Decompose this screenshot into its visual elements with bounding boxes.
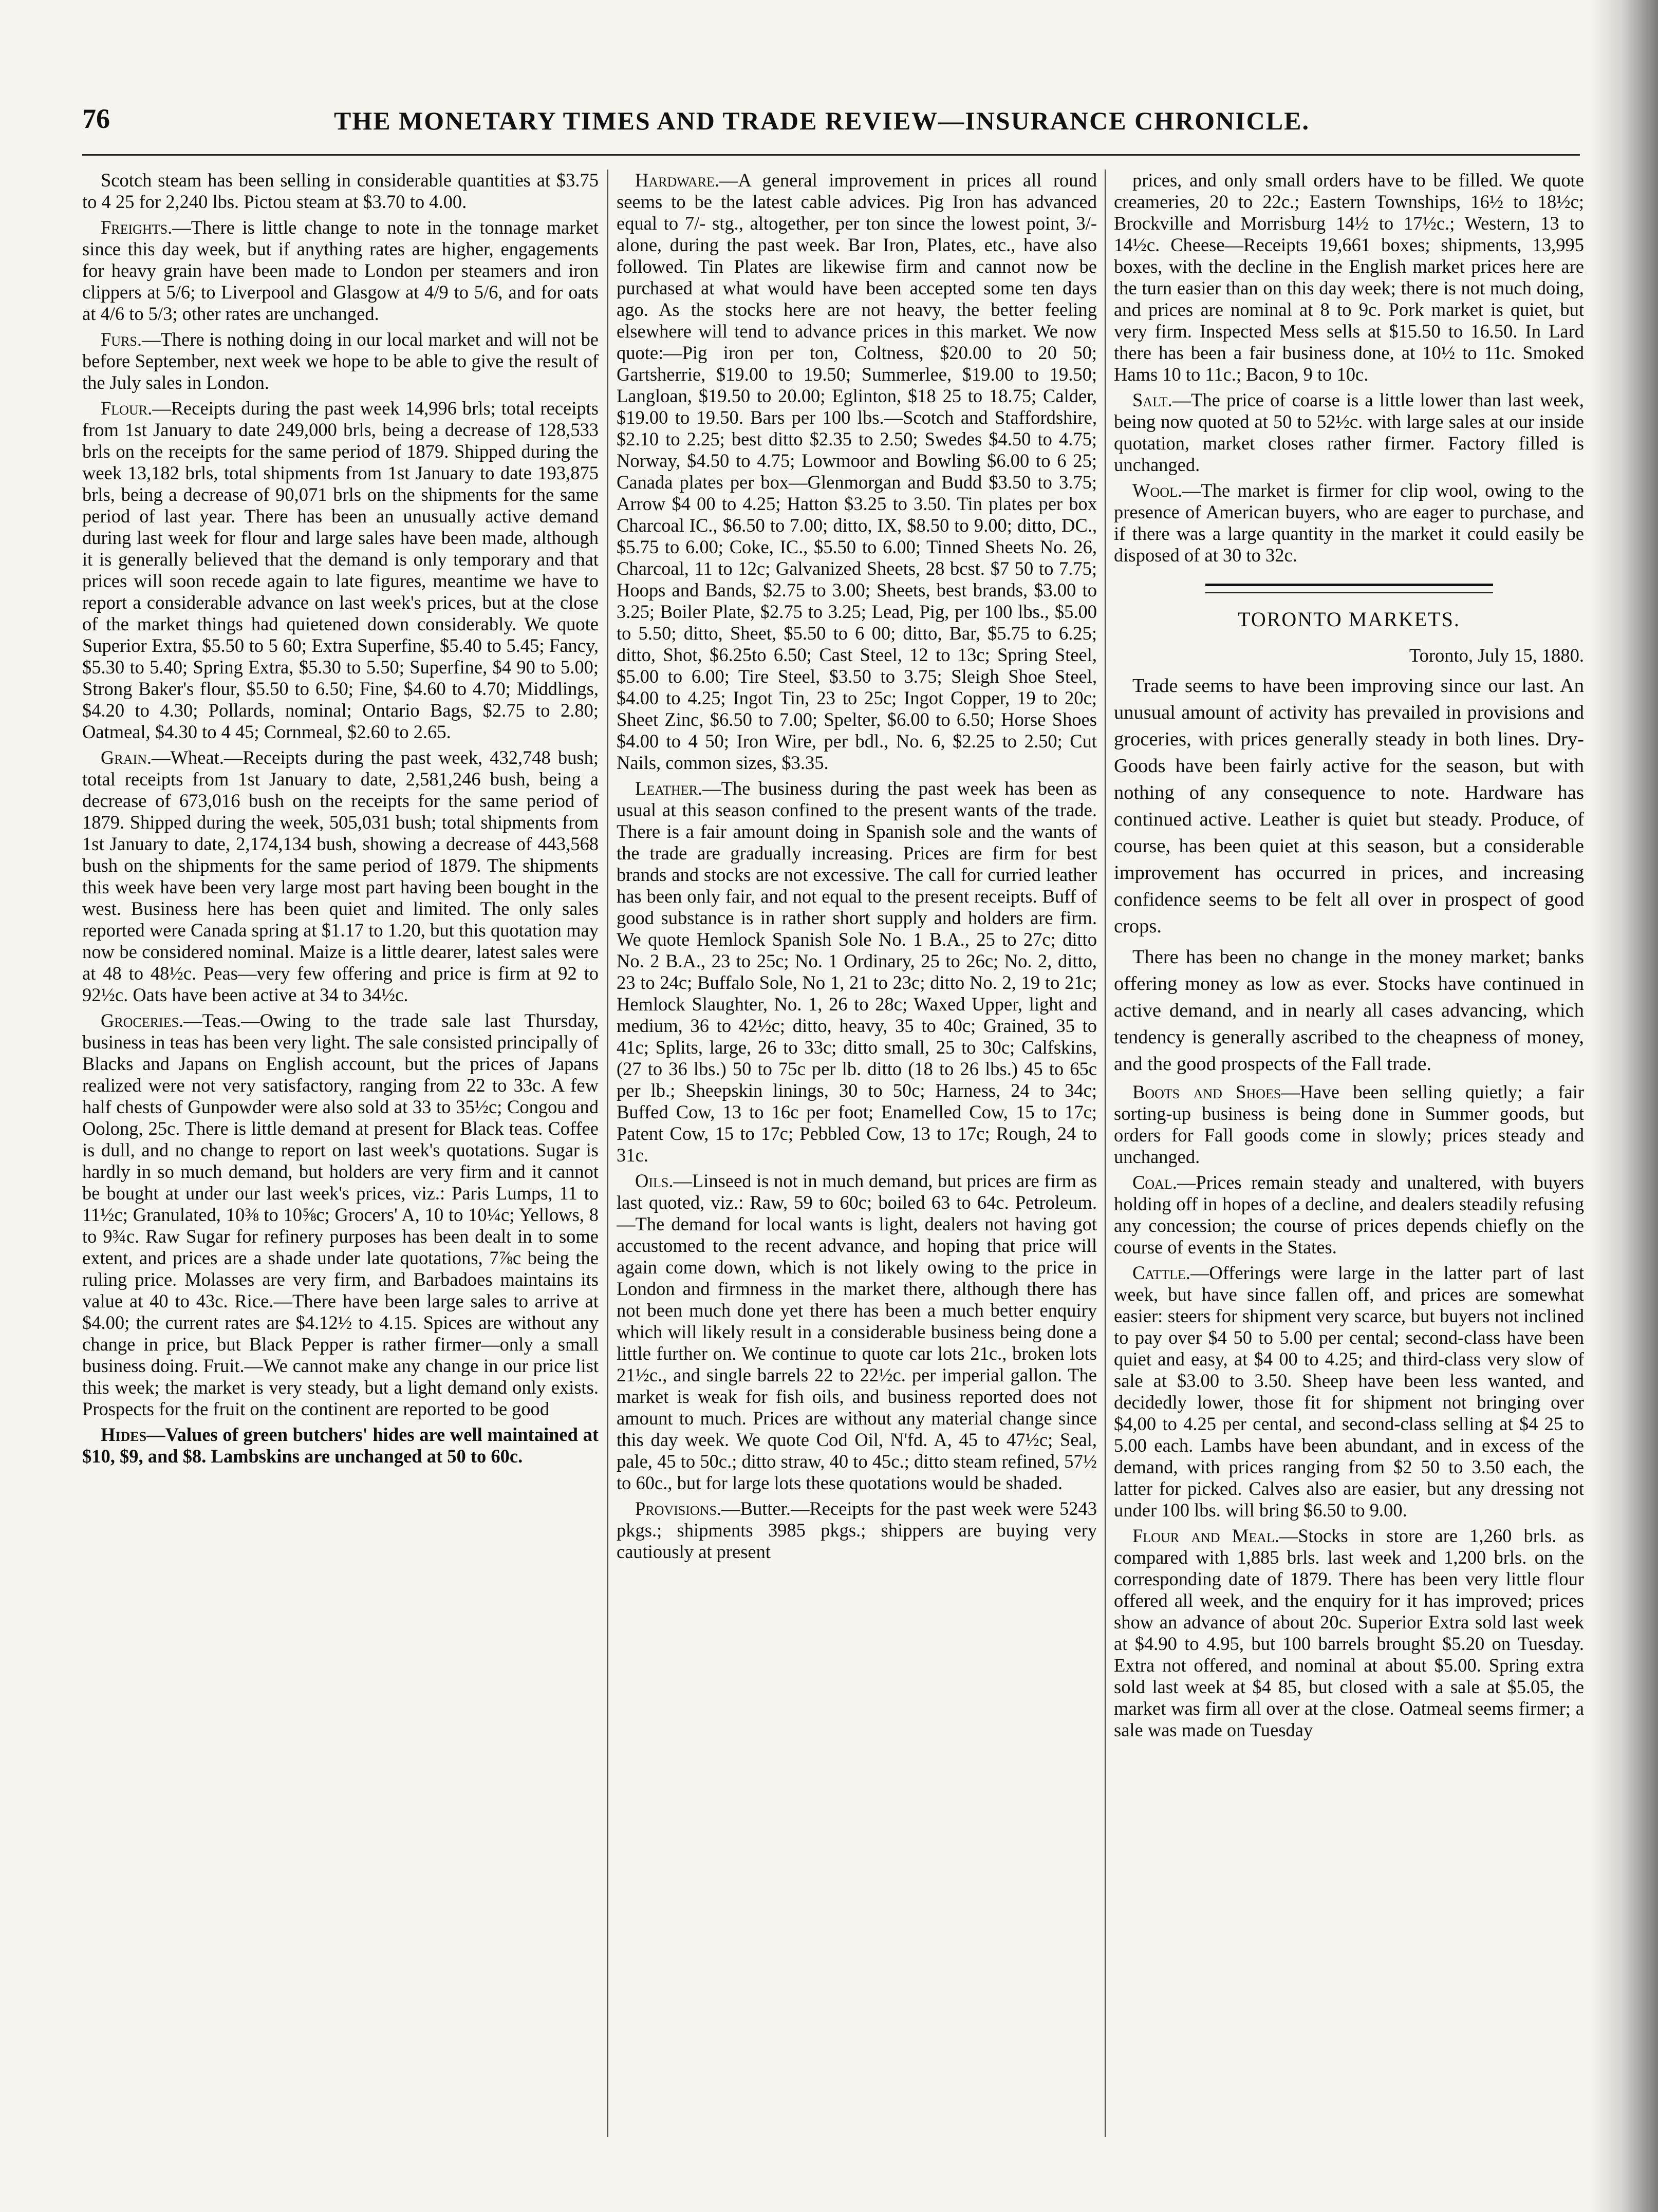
paragraph-text: —Prices remain steady and unaltered, with buyers holding off in hopes of a decline, and dealers steadily refusing any concession; the course of prices depends chiefly on the course of events in the States. xyxy=(1114,1172,1584,1258)
section-head: Boots and Shoes xyxy=(1132,1081,1281,1102)
paragraph-text: —Stocks in store are 1,260 brls. as compared with 1,885 brls. last week and 1,200 brls. on the corresponding date of 1879. There has been very little flour offered all week, and the enquiry for it has improved; prices show an advance of about 20c. Superior Extra sold last week at $4.90 to 4.95, but 100 barrels brought $5.20 on Tuesday. Extra not offered, and nominal at about $5.00. Spring extra sold last week at $4 85, but closed with a sale at $5.05, the market was firm all over at the close. Oatmeal seems firmer; a sale was made on Tuesday xyxy=(1114,1525,1584,1740)
section-head: Flour. xyxy=(101,398,153,419)
section-head: Leather. xyxy=(635,778,703,799)
column-rule xyxy=(607,170,608,2137)
section-head: Furs. xyxy=(101,329,142,350)
running-title: THE MONETARY TIMES AND TRADE REVIEW—INSURANCE CHRONICLE. xyxy=(334,106,1310,135)
paragraph: There has been no change in the money market; banks offering money as low as ever. Stocks have continued in active demand, and in nearly all cases advancing, which tendency is generally ascribed to the cheapness of money, and the good prospects of the Fall trade. xyxy=(1114,946,1584,1075)
paragraph-text: —Receipts during the past week 14,996 brls; total receipts from 1st January to date 249,000 brls, being a decrease of 128,533 brls on the receipts for the same period of 1879. Shipped during the week 13,182 brls, total shipments from 1st January to date 193,875 brls, being a decrease of 90,071 brls on the shipments for the same period of last year. There has been an unusually active demand during last week for flour and large sales have been made, although it is generally believed that the demand is only temporary and that prices will soon recede again to late figures, meantime we have to report a considerable advance on last week's prices, but at the close of the market things had quietened down considerably. We quote Superior Extra, $5.50 to 5 60; Extra Superfine, $5.40 to 5.45; Fancy, $5.30 to 5.40; Spring Extra, $5.30 to 5.50; Superfine, $4 90 to 5.00; Strong Baker's flour, $5.50 to 6.50; Fine, $4.60 to 4.70; Middlings, $4.20 to 4.30; Pollards, nominal; Ontario Bags, $2.75 to 2.80; Oatmeal, $4.30 to 4 45; Cornmeal, $2.60 to 2.65. xyxy=(82,398,599,742)
paragraph-text: —The business during the past week has been as usual at this season confined to the present wants of the trade. There is a fair amount doing in Spanish sole and the wants of the trade are gradually increasing. Prices are firm for best brands and stocks are not excessive. The call for curried leather has been only fair, and not equal to the present receipts. Buff of good substance is in rather short supply and holders are firm. We quote Hemlock Spanish Sole No. 1 B.A., 25 to 27c; ditto No. 2 B.A., 23 to 25c; No. 1 Ordinary, 25 to 26c; No. 2, ditto, 23 to 24c; Buffalo Sole, No 1, 21 to 23c; ditto No. 2, 19 to 21c; Hemlock Slaughter, No. 1, 26 to 28c; Waxed Upper, light and medium, 36 to 42½c; ditto, heavy, 35 to 40c; Grained, 35 to 41c; Splits, large, 26 to 33c; ditto small, 25 to 30c; Calfskins, (27 to 36 lbs.) 50 to 75c per lb. ditto (18 to 26 lbs.) 45 to 65c per lb.; Sheepskin linings, 30 to 50c; Harness, 24 to 34c; Buffed Cow, 13 to 16c per foot; Enamelled Cow, 15 to 17c; Patent Cow, 15 to 17c; Pebbled Cow, 13 to 17c; Rough, 24 to 31c. xyxy=(617,778,1097,1166)
section-head: Cattle. xyxy=(1132,1262,1190,1283)
paragraph-text: —Offerings were large in the latter part of last week, but have since fallen off, and prices are somewhat easier: steers for shipment very scarce, but buyers not inclined to pay over $4 50 to 5.00 per cental; second-class have been quiet and easy, at $4 00 to 4.25; and third-class very slow of sale at $3.00 to 3.50. Sheep have been less wanted, and decidedly lower, those fit for shipment not bringing over $4,00 to 4.25 per cental, and second-class selling at $4 25 to 5.00 each. Lambs have been abundant, and in excess of the demand, with prices ranging from $2 50 to 3.50 each, the latter for picked. Calves also are easier, but any dressing not under 100 lbs. will bring $6.50 to 9.00. xyxy=(1114,1262,1584,1521)
paragraph-text: —A general improvement in prices all round seems to be the latest cable advices. Pig Iron has advanced equal to 7/- stg., altogether, per ton since the lowest point, 3/- alone, during the past week. Bar Iron, Plates, etc., have also followed. Tin Plates are likewise firm and cannot now be purchased at what would have been accepted some ten days ago. As the stocks here are not heavy, the better feeling elsewhere will tend to advance prices in this market. We now quote:—Pig iron per ton, Coltness, $20.00 to 20 50; Gartsherrie, $19.00 to 19.50; Summerlee, $19.00 to 19.50; Langloan, $19.50 to 20.00; Eglinton, $18 25 to 18.75; Calder, $19.00 to 19.50. Bars per 100 lbs.—Scotch and Staffordshire, $2.10 to 2.25; best ditto $2.35 to 2.50; Swedes $4.50 to 4.75; Norway, $4.50 to 4.75; Lowmoor and Bowling $6.00 to 6 25; Canada plates per box—Glenmorgan and Budd $3.50 to 3.75; Arrow $4 00 to 4.25; Hatton $3.25 to 3.50. Tin plates per box Charcoal IC., $6.50 to 7.00; ditto, IX, $8.50 to 9.00; ditto, DC., $5.75 to 6.00; Coke, IC., $5.50 to 6.00; Tinned Sheets No. 26, Charcoal, 11 to 12c; Galvanized Sheets, 28 bcst. $7 50 to 7.75; Hoops and Bands, $2.75 to 3.00; Sheets, best brands, $3.00 to 3.25; Boiler Plate, $2.75 to 3.25; Lead, Pig, per 100 lbs., $5.00 to 5.50; ditto, Sheet, $5.50 to 6 00; ditto, Bar, $5.75 to 6.25; ditto, Shot, $6.25to 6.50; Cast Steel, 12 to 13c; Spring Steel, $5.00 to 6.00; Tire Steel, $3.50 to 3.75; Sleigh Shoe Steel, $4.00 to 4.25; Ingot Tin, 23 to 25c; Ingot Copper, 19 to 20c; Sheet Zinc, $6.50 to 7.00; Spelter, $6.00 to 6.50; Horse Shoes $4.00 to 4 50; Iron Wire, per bdl., No. 6, $2.25 to 2.50; Cut Nails, common sizes, $3.35. xyxy=(617,170,1097,773)
page-number: 76 xyxy=(82,103,110,134)
paragraph-flour-meal xyxy=(1114,1525,1584,1741)
paragraph-grain xyxy=(82,747,599,1006)
paragraph-text: —The market is firmer for clip wool, owing to the presence of American buyers, who are eager to purchase, and if there was a large quantity in the market it could easily be disposed of at 30 to 32c. xyxy=(1114,480,1584,566)
paragraph-text: —Butter.—Receipts for the past week were 5243 pkgs.; shipments 3985 pkgs.; shippers are buying very cautiously at present xyxy=(617,1498,1097,1562)
paragraph-hides xyxy=(82,1424,599,1467)
paragraph-text: —There is little change to note in the tonnage market since this day week, but if anything rates are higher, engagements for heavy grain have been made to London per steamers and iron clippers at 5/6; to Liverpool and Glasgow at 4/9 to 5/6, and for oats at 4/6 to 5/3; other rates are unchanged. xyxy=(82,217,599,324)
paragraph-leather xyxy=(617,778,1097,1166)
paragraph-freights xyxy=(82,217,599,325)
paragraph-salt xyxy=(1114,389,1584,476)
paragraph-text: —Linseed is not in much demand, but prices are firm as last quoted, viz.: Raw, 59 to 60c; boiled 63 to 64c. Petroleum.—The demand for local wants is light, dealers not having got accustomed to the recent advance, and hoping that price will again come down, which is not likely owing to the price in London and firmness in the market there, although there has not been much done yet there has been a much better enquiry which will likely result in a considerable business being done a little further on. We continue to quote car lots 21c., broken lots 21½c., and single barrels 22 to 22½c. per imperial gallon. The market is weak for fish oils, and business reported does not amount to much. Prices are without any material change since this day week. We quote Cod Oil, N'fd. A, 45 to 47½c; Seal, pale, 45 to 50c.; ditto straw, 40 to 45c.; ditto steam refined, 57½ to 60c., but for large lots these quotations would be shaded. xyxy=(617,1170,1097,1493)
paragraph-wool xyxy=(1114,480,1584,566)
column-1 xyxy=(82,170,599,2137)
paragraph-text: —Values of green butchers' hides are well maintained at $10, $9, and $8. Lambskins are unchanged at 50 to 60c. xyxy=(82,1424,599,1467)
paragraph-text: —Teas.—Owing to the trade sale last Thursday, business in teas has been very light. The sale consisted principally of Blacks and Japans on English account, but the prices of Japans realized were not very satisfactory, ranging from 22 to 33c. A few half chests of Gunpowder were also sold at 33 to 35½c; Congou and Oolong, 25c. There is little demand at present for Black teas. Coffee is dull, and no change to report on last week's quotations. Sugar is hardly in so much demand, but holders are very firm and it cannot be bought at under our last week's prices, viz.: Paris Lumps, 11 to 11½c; Granulated, 10⅜ to 10⅝c; Grocers' A, 10 to 10¼c; Yellows, 8 to 9¾c. Raw Sugar for refinery purposes has been dealt in to some extent, and prices are a shade under late quotations, 7⅞c being the ruling price. Molasses are very firm, and Barbadoes maintains its value at 40 to 43c. Rice.—There have been large sales to arrive at $4.00; the current rates are $4.12½ to 4.15. Spices are without any change in price, but Black Pepper is rather firmer—only a small business doing. Fruit.—We cannot make any change in our price list this week; the market is very steady, but a light demand only exists. Prospects for the fruit on the continent are reported to be good xyxy=(82,1010,599,1419)
section-head: Oils. xyxy=(635,1170,674,1191)
section-head: Hardware. xyxy=(635,170,720,191)
section-head: Salt. xyxy=(1132,389,1172,410)
paragraph-text: —Have been selling quietly; a fair sorting-up business is being done in Summer goods, but orders for Fall goods come in slowly; prices steady and unchanged. xyxy=(1114,1081,1584,1167)
paragraph-boots xyxy=(1114,1081,1584,1168)
column-3 xyxy=(1114,170,1584,2137)
paragraph-flour xyxy=(82,398,599,743)
paragraph-text: —The price of coarse is a little lower than last week, being now quoted at 50 to 52½c. with large sales at our inside quotation, market closes rather firmer. Factory filled is unchanged. xyxy=(1114,389,1584,475)
paragraph-oils xyxy=(617,1170,1097,1494)
paragraph-text: —There is nothing doing in our local market and will not be before September, next week we hope to be able to give the result of the July sales in London. xyxy=(82,329,599,393)
page-fold-shadow xyxy=(1591,0,1658,2212)
section-head: Provisions. xyxy=(635,1498,722,1519)
paragraph-text: —Wheat.—Receipts during the past week, 432,748 bush; total receipts from 1st January to date, 2,581,246 bush, being a decrease of 673,016 bush on the receipts for the same period of 1879. Shipped during the week, 505,031 bush; total shipments from 1st January to date, 2,174,134 bush, showing a decrease of 443,568 bush on the shipments for the same period of 1879. The shipments this week have been very large most part having been bought in the west. Business here has been quiet and limited. The only sales reported were Canada spring at $1.17 to 1.20, but this quotation may now be considered nominal. Maize is a little dearer, latest sales were at 48 to 48½c. Peas—very few offering and price is firm at 92 to 92½c. Oats have been active at 34 to 34½c. xyxy=(82,747,599,1005)
column-2 xyxy=(617,170,1097,2137)
section-head: Hides xyxy=(101,1424,147,1445)
section-divider xyxy=(1205,584,1493,593)
paragraph-coal xyxy=(1114,1172,1584,1258)
section-head: Freights. xyxy=(101,217,173,238)
paragraph-hardware xyxy=(617,170,1097,774)
paragraph-cattle xyxy=(1114,1262,1584,1521)
paragraph-groceries xyxy=(82,1010,599,1420)
paragraph: Trade seems to have been improving since our last. An unusual amount of activity has prevailed in provisions and groceries, with prices generally steady in both lines. Dry-Goods have been fairly active for the season, but with nothing of any consequence to note. Hardware has continued active. Leather is quiet but steady. Produce, of course, has been quiet at this season, but a considerable improvement has occurred in prices, and increasing confidence seems to be felt all over in prospect of good crops. xyxy=(1114,675,1584,937)
section-head: Groceries. xyxy=(101,1010,184,1031)
section-head: Grain. xyxy=(101,747,152,768)
paragraph-provisions xyxy=(617,1498,1097,1563)
column-rule xyxy=(1105,170,1106,2137)
dateline: Toronto, July 15, 1880. xyxy=(1409,645,1584,666)
section-head: Coal. xyxy=(1132,1172,1177,1193)
section-title: TORONTO MARKETS. xyxy=(1238,608,1460,631)
paragraph: Scotch steam has been selling in considerable quantities at $3.75 to 4 25 for 2,240 lbs. Pictou steam at $3.70 to 4.00. xyxy=(82,170,599,212)
paragraph: prices, and only small orders have to be filled. We quote creameries, 20 to 22c.; Eastern Townships, 16½ to 18½c; Brockville and Morrisburg 14½ to 17½c.; Western, 13 to 14½c. Cheese—Receipts 19,661 boxes; shipments, 13,995 boxes, with the decline in the English market prices here are the turn easier than on this day week; there is not much doing, and prices are nominal at 8 to 9c. Pork market is quiet, but very firm. Inspected Mess sells at $15.50 to 16.50. In Lard there has been a fair business done, at 10½ to 11c. Smoked Hams 10 to 11c.; Bacon, 9 to 10c. xyxy=(1114,170,1584,385)
section-head: Wool. xyxy=(1132,480,1183,501)
section-head: Flour and Meal. xyxy=(1132,1525,1279,1546)
paragraph-furs xyxy=(82,329,599,393)
header-rule xyxy=(82,154,1580,156)
